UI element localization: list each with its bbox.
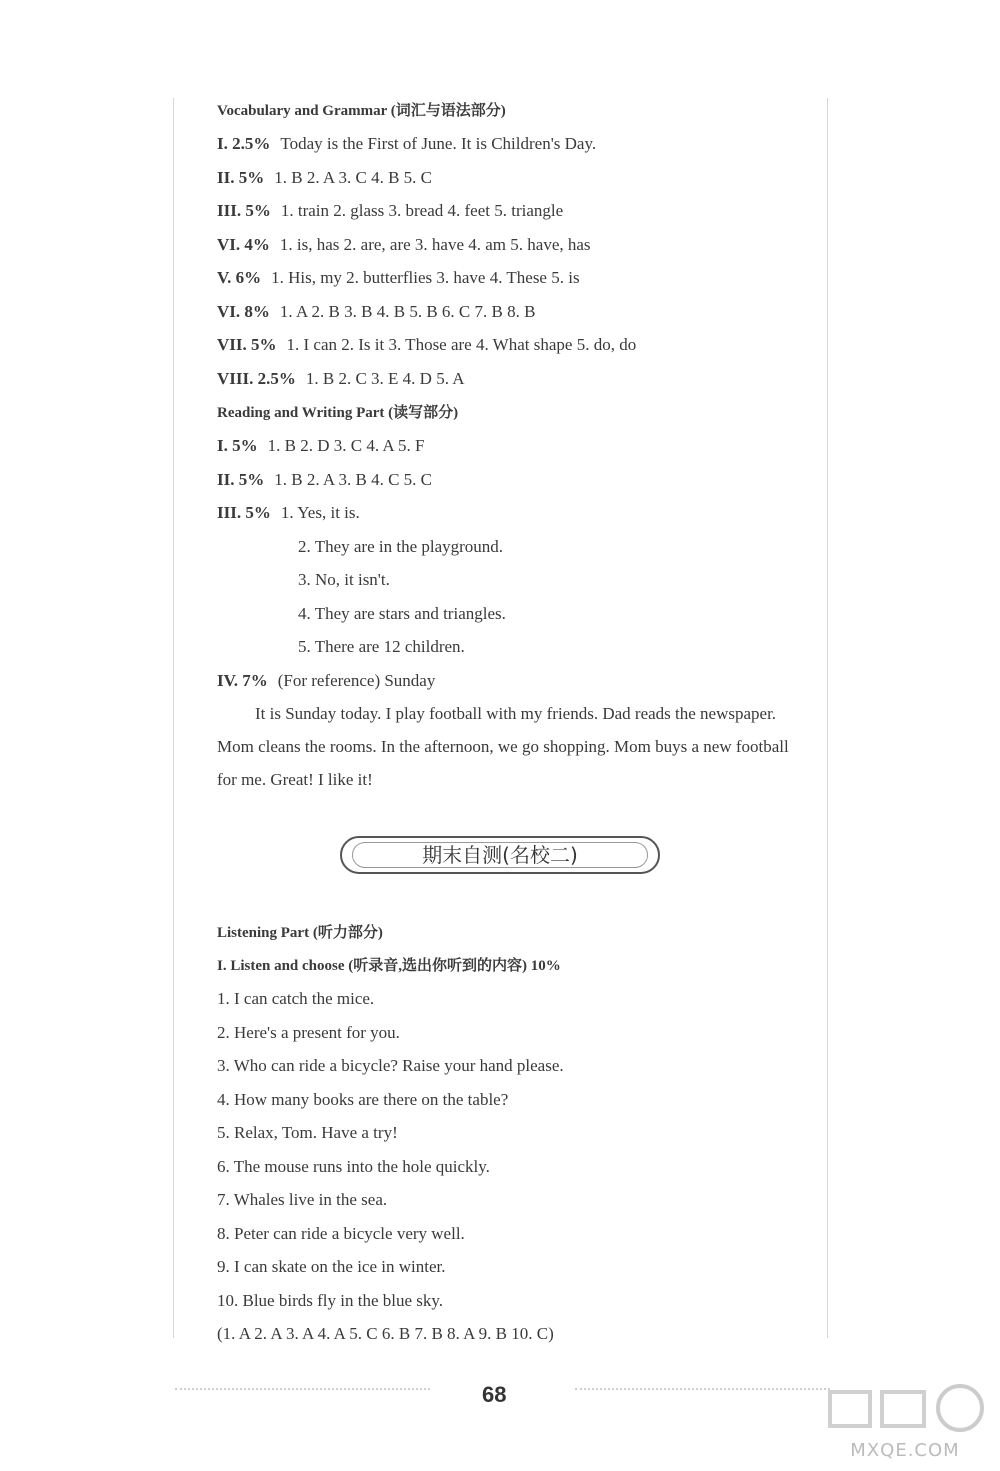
list-item: 2. Here's a present for you. (217, 1023, 400, 1042)
answer-row: III. 5% 1. Yes, it is. (217, 503, 360, 522)
answer-row: V. 6% 1. His, my 2. butterflies 3. have 4. These 5. is (217, 268, 580, 287)
section-heading-listening: Listening Part (听力部分) (217, 925, 383, 941)
list-item: 6. The mouse runs into the hole quickly. (217, 1157, 490, 1176)
left-margin-rule (173, 98, 174, 1338)
answer-row: II. 5% 1. B 2. A 3. B 4. C 5. C (217, 470, 432, 489)
watermark-logo (820, 1378, 990, 1468)
answer-row: II. 5% 1. B 2. A 3. C 4. B 5. C (217, 168, 432, 187)
footer-rule-right (575, 1388, 830, 1390)
sub-answer: 2. They are in the playground. (298, 537, 504, 556)
answer-row: I. 2.5% Today is the First of June. It is Children's Day. (217, 134, 597, 153)
list-item: 8. Peter can ride a bicycle very well. (217, 1224, 465, 1243)
list-item: 3. Who can ride a bicycle? Raise your hand please. (217, 1056, 564, 1075)
answer-row: I. 5% 1. B 2. D 3. C 4. A 5. F (217, 436, 425, 455)
sub-answer: 4. They are stars and triangles. (298, 604, 506, 623)
page-number: 68 (482, 1382, 507, 1407)
list-item: 10. Blue birds fly in the blue sky. (217, 1291, 444, 1310)
list-item: 1. I can catch the mice. (217, 989, 375, 1008)
list-item: 4. How many books are there on the table? (217, 1090, 509, 1109)
list-item: 9. I can skate on the ice in winter. (217, 1257, 446, 1276)
watermark-icon (820, 1378, 990, 1438)
section-heading-vocabulary: Vocabulary and Grammar (词汇与语法部分) (217, 103, 506, 119)
list-item: 7. Whales live in the sea. (217, 1190, 388, 1209)
answer-row: VI. 4% 1. is, has 2. are, are 3. have 4. am 5. have, has (217, 235, 591, 254)
answer-row: VII. 5% 1. I can 2. Is it 3. Those are 4. What shape 5. do, do (217, 335, 637, 354)
footer-rule-left (175, 1388, 430, 1390)
section-heading-reading: Reading and Writing Part (读写部分) (217, 405, 459, 421)
answer-row: VI. 8% 1. A 2. B 3. B 4. B 5. B 6. C 7. B 8. B (217, 302, 536, 321)
writing-paragraph: It is Sunday today. I play football with my friends. Dad reads the newspaper. Mom cleans the rooms. In the afternoon, we go shopping. Mom buys a new football for me. Great! I like it! (217, 704, 789, 789)
sub-answer: 5. There are 12 children. (298, 637, 465, 656)
test-title-banner: 期末自测(名校二) (340, 836, 660, 874)
right-margin-rule (827, 98, 828, 1338)
answer-row: VIII. 2.5% 1. B 2. C 3. E 4. D 5. A (217, 369, 465, 388)
answer-row: IV. 7% (For reference) Sunday (217, 671, 436, 690)
listening-subheading: I. Listen and choose (听录音,选出你听到的内容) 10% (217, 958, 561, 974)
answer-key: (1. A 2. A 3. A 4. A 5. C 6. B 7. B 8. A 9. B 10. C) (217, 1324, 554, 1343)
watermark-text: MXQE.COM (850, 1440, 960, 1461)
sub-answer: 3. No, it isn't. (298, 570, 390, 589)
list-item: 5. Relax, Tom. Have a try! (217, 1123, 398, 1142)
answer-row: III. 5% 1. train 2. glass 3. bread 4. feet 5. triangle (217, 201, 564, 220)
